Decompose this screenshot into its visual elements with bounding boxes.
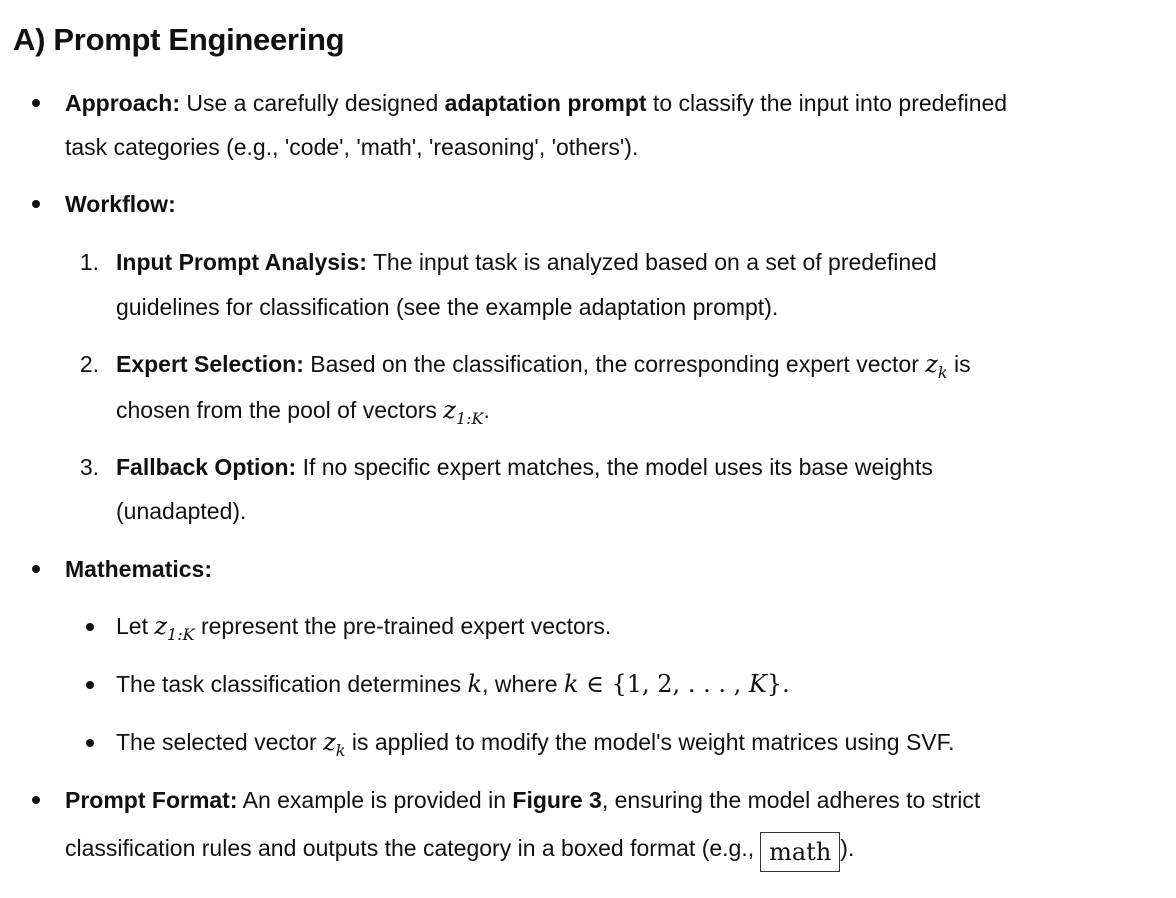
prompt-format-text-end: , ensuring the model adheres to strict xyxy=(601,787,981,813)
step-3-line-1 xyxy=(116,451,933,483)
math-item-3 xyxy=(116,726,955,761)
approach-label: Approach: xyxy=(65,90,180,116)
expert-vector-symbol: z xyxy=(925,350,938,378)
approach-line-2: task categories (e.g., 'code', 'math', 'reasoning', 'others'). xyxy=(65,134,639,160)
step-1-label: Input Prompt Analysis: xyxy=(116,249,367,275)
math-item-2-var: k xyxy=(467,670,483,698)
step-3-line-2: (unadapted). xyxy=(116,498,247,524)
prompt-format-line-1 xyxy=(65,784,980,816)
math-item-1-var: z xyxy=(154,612,168,640)
approach-text: Use a carefully designed xyxy=(180,90,445,116)
math-item-2-setend: }. xyxy=(766,670,790,698)
bullet-approach xyxy=(32,99,40,107)
math-item-1-sub: 1:K xyxy=(167,625,195,644)
math-item-3-post: is applied to modify the model's weight matrices using SVF. xyxy=(345,729,955,755)
math-item-2-pre: The task classification determines xyxy=(116,671,468,697)
math-item-3-pre: The selected vector xyxy=(116,729,324,755)
section-heading: A) Prompt Engineering xyxy=(13,22,345,57)
mathematics-label-text: Mathematics: xyxy=(65,556,212,582)
step-1-line-2: guidelines for classification (see the example adaptation prompt). xyxy=(116,294,779,320)
bullet-math-item-3 xyxy=(86,739,94,747)
prompt-format-line-2-text: classification rules and outputs the category in a boxed format (e.g., xyxy=(65,835,755,861)
step-1-line-1 xyxy=(116,246,937,278)
workflow-label xyxy=(65,188,176,220)
approach-text-end: to classify the input into predefined xyxy=(646,90,1008,116)
prompt-format-text: An example is provided in xyxy=(237,787,513,813)
approach-line-1 xyxy=(65,87,1007,119)
figure-reference: Figure 3 xyxy=(512,787,602,813)
math-item-1-pre: Let xyxy=(116,613,155,639)
step-2-line-2-text: chosen from the pool of vectors xyxy=(116,397,444,423)
math-item-1 xyxy=(116,610,611,645)
math-item-2-var2: k xyxy=(563,670,579,698)
step-2-text: Based on the classification, the corresponding expert vector xyxy=(303,351,926,377)
bullet-math-item-1 xyxy=(86,623,94,631)
prompt-format-line-2-end: ). xyxy=(840,835,855,861)
math-item-1-post: represent the pre-trained expert vectors. xyxy=(194,613,612,639)
step-3-label: Fallback Option: xyxy=(116,454,297,480)
step-2-number: 2. xyxy=(79,351,99,377)
step-2-period: . xyxy=(483,397,490,423)
step-2-text-end: is xyxy=(947,351,971,377)
bullet-workflow xyxy=(32,200,40,208)
bullet-mathematics xyxy=(32,565,40,573)
math-item-2 xyxy=(116,668,790,700)
expert-vector-subscript: k xyxy=(937,363,948,382)
step-3-text: If no specific expert matches, the model uses its base weights xyxy=(296,454,933,480)
step-1-text: The input task is analyzed based on a set of predefined xyxy=(366,249,937,275)
step-3-number: 3. xyxy=(79,454,99,480)
prompt-format-label: Prompt Format: xyxy=(65,787,238,813)
bullet-math-item-2 xyxy=(86,681,94,689)
math-item-3-var: z xyxy=(323,728,336,756)
workflow-label-text: Workflow: xyxy=(65,191,176,217)
math-item-3-sub: k xyxy=(335,741,346,760)
vector-pool-subscript: 1:K xyxy=(455,409,484,428)
math-item-2-mid: , where xyxy=(482,671,564,697)
math-item-2-set: ∈ {1, 2, . . . , xyxy=(578,670,749,698)
step-2-line-1 xyxy=(116,348,971,383)
mathematics-label xyxy=(65,553,212,585)
boxed-math-example: math xyxy=(760,832,840,872)
step-1-number: 1. xyxy=(79,249,99,275)
prompt-format-line-2 xyxy=(65,828,854,868)
vector-pool-symbol: z xyxy=(443,396,456,424)
math-item-2-setvar: K xyxy=(748,670,767,698)
step-2-line-2 xyxy=(116,394,490,429)
step-2-label: Expert Selection: xyxy=(116,351,304,377)
adaptation-prompt-term: adaptation prompt xyxy=(444,90,647,116)
bullet-prompt-format xyxy=(32,796,40,804)
